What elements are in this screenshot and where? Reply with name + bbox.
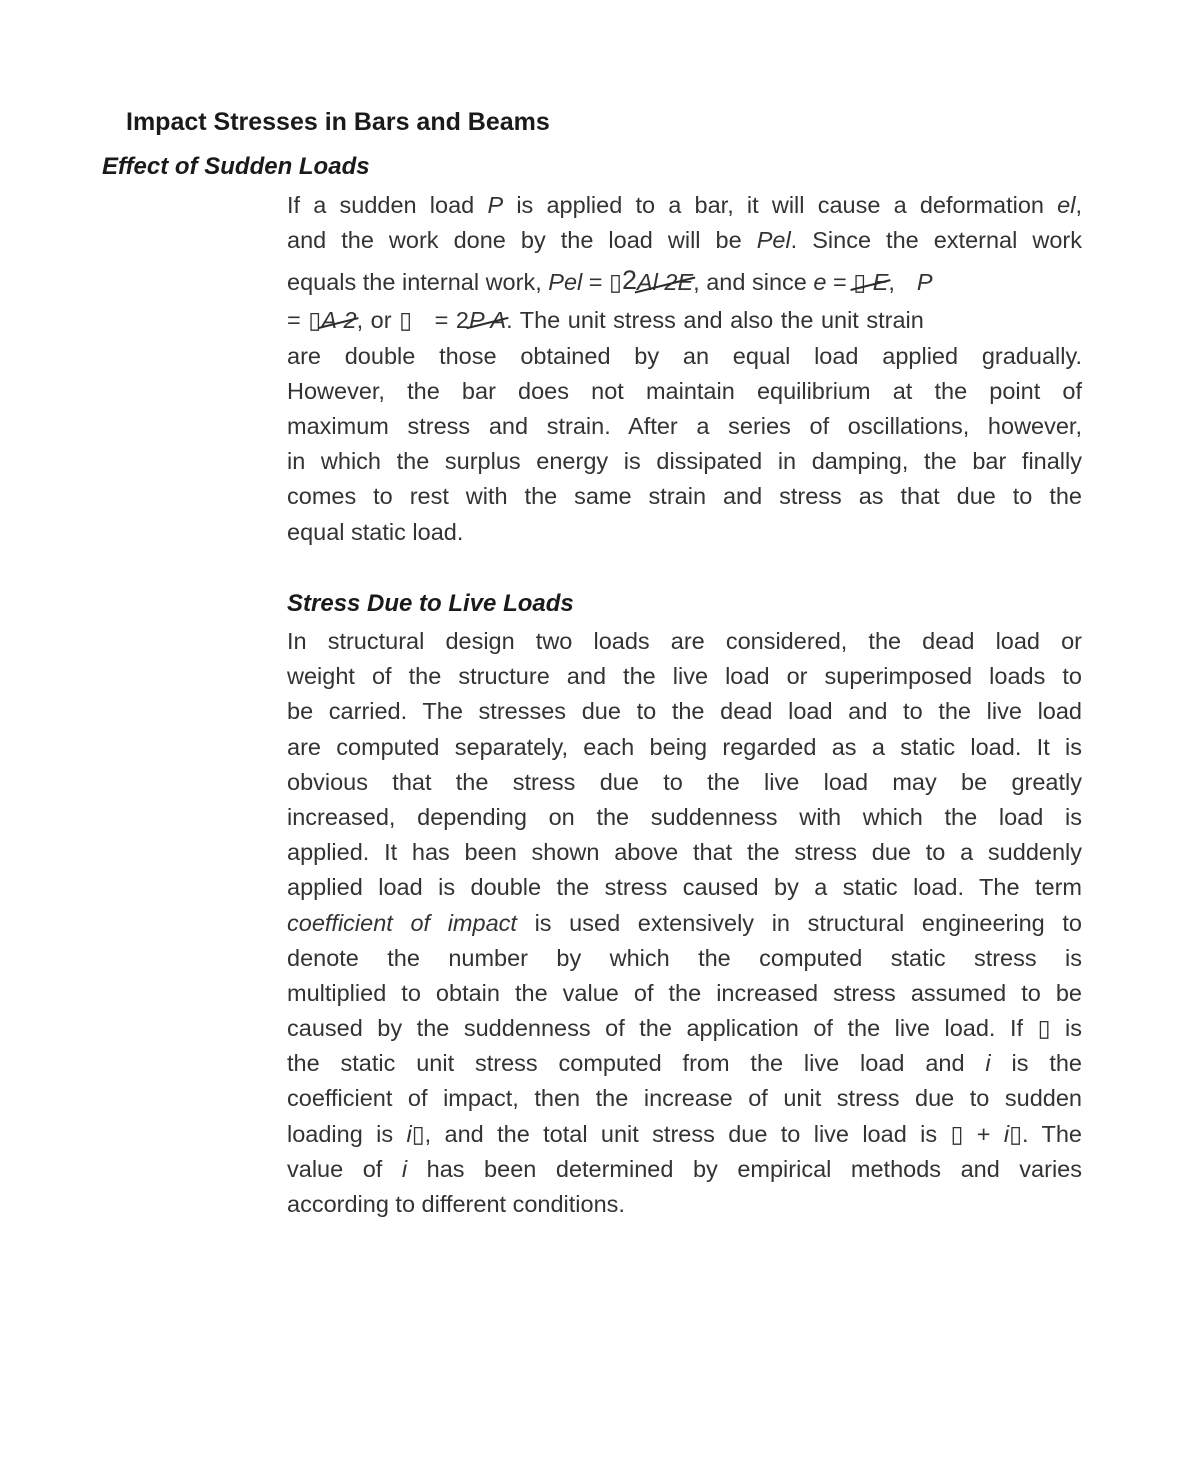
text-line: equal static load. <box>287 518 464 545</box>
fraction-a-2: A 2 <box>321 303 356 338</box>
text-line: coefficient of impact, then the increase of unit stress due to sudden <box>287 1085 1082 1112</box>
text-line: according to different conditions. <box>287 1191 625 1217</box>
text-line: coefficient of impact is used extensively in structural engineering to <box>287 909 1082 936</box>
text-line: obvious that the stress due to the live load may be greatly <box>287 768 1082 795</box>
section-heading-sudden-loads: Effect of Sudden Loads <box>102 153 370 180</box>
text-line: be carried. The stresses due to the dead load and to the live load <box>287 698 1082 725</box>
text-line: in which the surplus energy is dissipated in damping, the bar finally <box>287 448 1082 475</box>
text-line: the static unit stress computed from the live load and i is the <box>287 1050 1082 1077</box>
text-line: comes to rest with the same strain and stress as that due to the <box>287 483 1082 510</box>
text-line: caused by the suddenness of the application of the live load. If ▯ is <box>287 1015 1083 1042</box>
text-line: applied load is double the stress caused by a static load. The term <box>287 874 1082 901</box>
text-line: and the work done by the load will be Pel. Since the external work <box>287 227 1082 254</box>
text-line: maximum stress and strain. After a series of oscillations, however, <box>287 412 1082 439</box>
text-line: weight of the structure and the live load or superimposed loads to <box>287 663 1082 690</box>
paragraph-sudden-loads <box>287 188 1082 550</box>
text-line: applied. It has been shown above that the stress due to a suddenly <box>287 839 1082 866</box>
document-title: Impact Stresses in Bars and Beams <box>126 108 550 136</box>
term-coefficient-of-impact: coefficient of impact <box>287 909 517 936</box>
text-line: loading is i▯, and the total unit stress due to live load is ▯ + i▯. The <box>287 1120 1082 1147</box>
text-line: If a sudden load P is applied to a bar, it will cause a deformation el, <box>287 192 1082 218</box>
text-line: denote the number by which the computed static stress is <box>287 944 1082 971</box>
paragraph-live-loads <box>287 624 1082 1222</box>
text-line-formula: equals the internal work, Pel = ▯2Al 2E, and since e = ▯ E, P <box>287 258 1082 303</box>
section-heading-live-loads: Stress Due to Live Loads <box>287 590 574 617</box>
text-line: increased, depending on the suddenness with which the load is <box>287 803 1082 830</box>
text-line: are computed separately, each being regarded as a static load. It is <box>287 733 1082 760</box>
fraction-sigma-e: ▯ E <box>853 260 888 305</box>
fraction-p-a: P A <box>469 303 506 338</box>
text-line-formula: = ▯A 2, or ▯ = 2P A. The unit stress and also the unit strain <box>287 303 1082 338</box>
text-line: are double those obtained by an equal load applied gradually. <box>287 342 1082 369</box>
text-line: However, the bar does not maintain equilibrium at the point of <box>287 377 1082 404</box>
text-line: In structural design two loads are considered, the dead load or <box>287 628 1082 654</box>
fraction-al-2e: Al 2E <box>637 260 693 305</box>
missing-glyph: ▯ <box>609 269 622 296</box>
text-line: multiplied to obtain the value of the increased stress assumed to be <box>287 979 1082 1006</box>
text-line: value of i has been determined by empirical methods and varies <box>287 1155 1082 1182</box>
